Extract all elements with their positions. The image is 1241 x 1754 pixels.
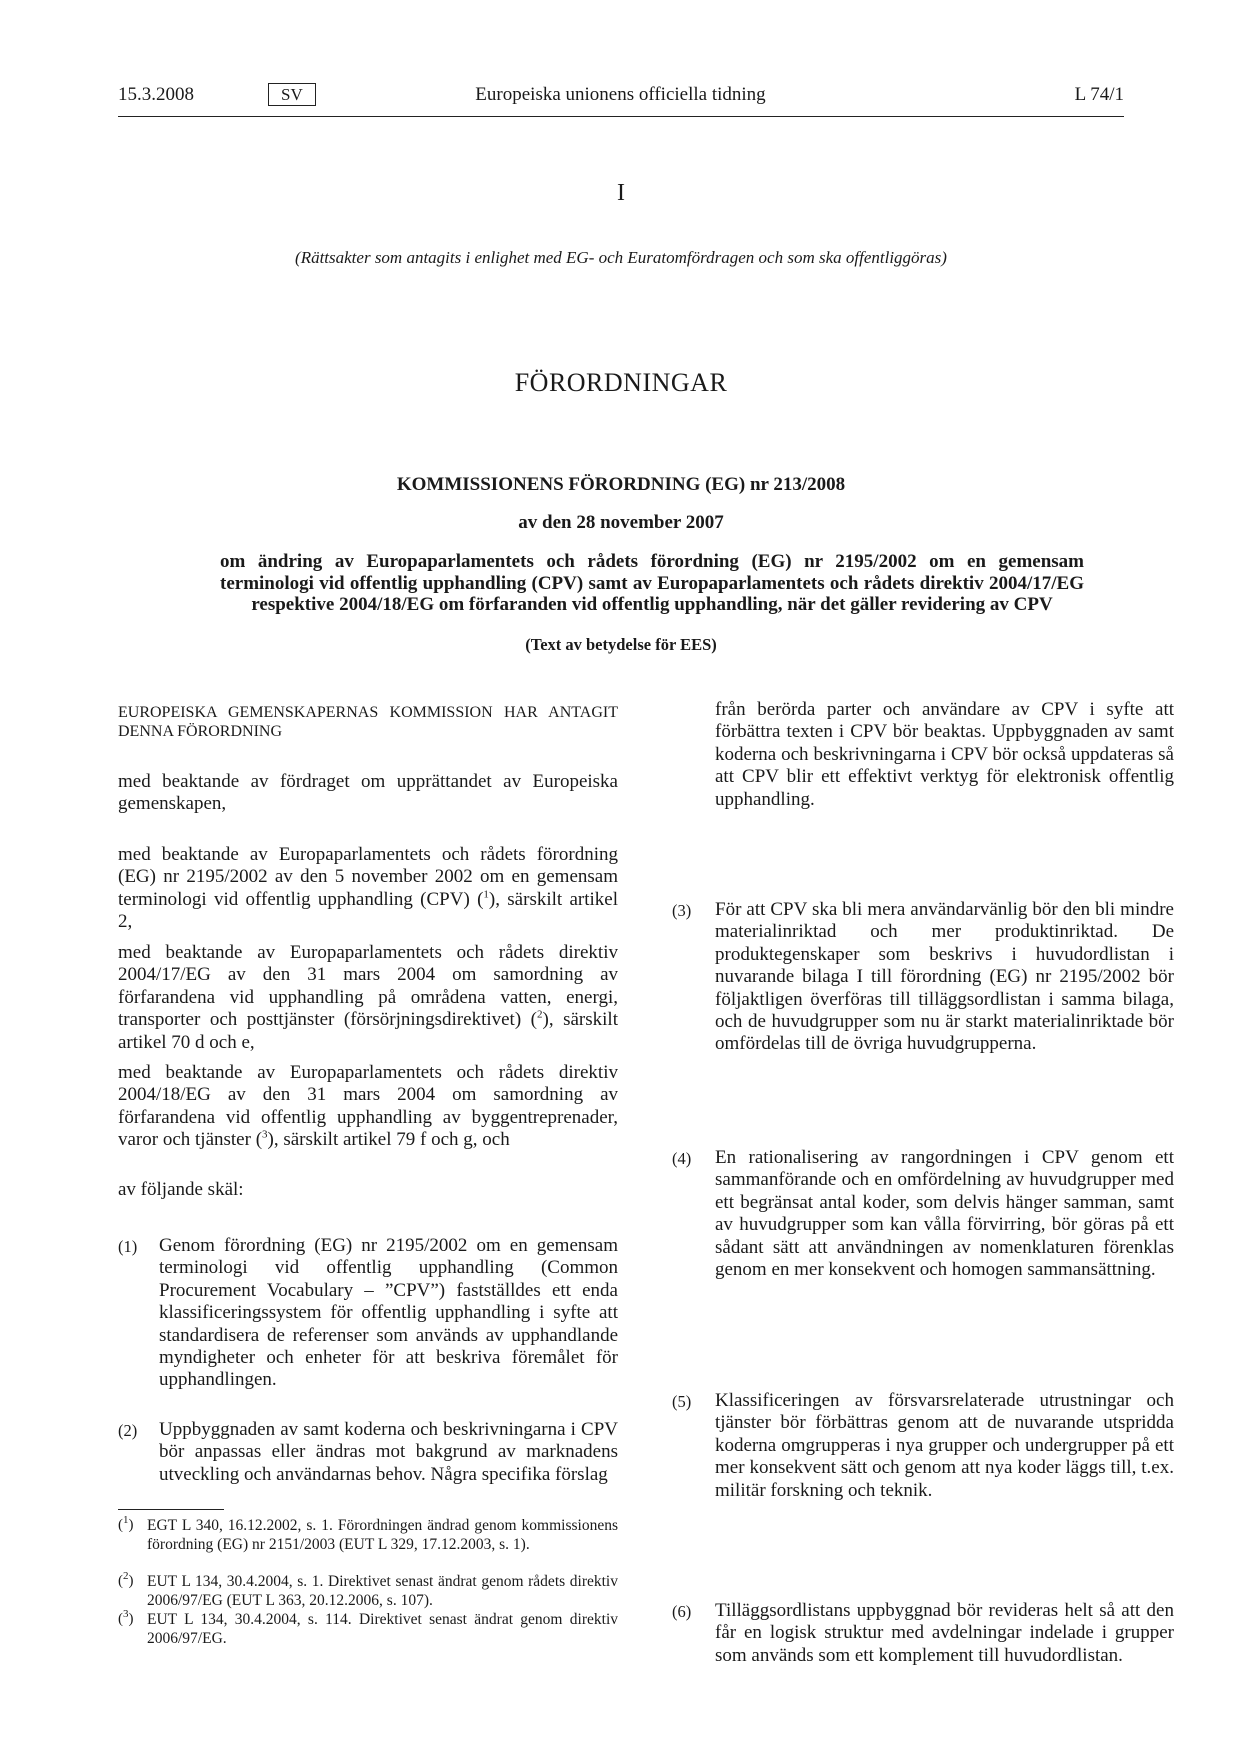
footnote-2: EUT L 134, 30.4.2004, s. 1. Direktivet senast ändrat genom rådets direktiv 2006/97/EG (EUT L 363, 20.12.2006, s. 107). (147, 1573, 618, 1609)
regulation-subject: om ändring av Europaparlamentets och rådets förordning (EG) nr 2195/2002 om en gemensam terminologi vid offentlig upphandling (CPV) samt av Europaparlamentets och rådets direktiv 2004/17/EG respektive 2004/18/EG om förfaranden vid offentlig upphandling, när det gäller revidering av CPV (220, 551, 1084, 615)
recital-6-number: (6) (672, 1602, 692, 1621)
citation-regulation-tail: ), särskilt artikel 2, (118, 888, 618, 933)
part-number: I (617, 180, 625, 206)
footnote-1-sup: 1 (123, 1514, 129, 1526)
citation-regulation (118, 844, 618, 934)
recital-6: Tilläggsordlistans uppbyggnad bör revideras helt så att den får en logisk struktur med avdelningar indelade i grupper som används som ett komplement till huvudordlistan. (715, 1600, 1174, 1666)
language-badge: SV (268, 83, 316, 106)
eea-note: (Text av betydelse för EES) (525, 635, 717, 654)
footnote-ref-1: 1 (483, 888, 489, 901)
footnote-rule (118, 1509, 224, 1510)
footnote-2-sup: 2 (123, 1570, 129, 1582)
recital-2-number: (2) (118, 1421, 138, 1440)
page-reference: L 74/1 (1074, 84, 1124, 105)
recital-5: Klassificeringen av försvarsrelaterade utrustningar och tjänster bör förbättras genom att de nuvarande utspridda koderna omgrupperas i nya grupper och undergrupper på ett mer konsekvent sätt och genom att nya koder läggs till, t.ex. militär forskning och teknik. (715, 1390, 1174, 1501)
part-subtitle: (Rättsakter som antagits i enlighet med EG- och Euratomfördragen och som ska offentliggöras) (295, 248, 947, 267)
recital-5-number: (5) (672, 1392, 692, 1411)
citation-directive-18-tail: ), särskilt artikel 79 f och g, och (267, 1129, 510, 1151)
footnote-2-number: ($^2$) (118, 1570, 134, 1589)
citation-directive-17-text: med beaktande av Europaparlamentets och rådets direktiv 2004/17/EG av den 31 mars 2004 om samordning av förfarandena vid upphandling på områdena vatten, energi, transporter och posttjänster (försörjningsdirektivet) ( (118, 942, 618, 1031)
citation-regulation-text: med beaktande av Europaparlamentets och rådets förordning (EG) nr 2195/2002 av den 5 november 2002 om en gemensam terminologi vid offentlig upphandling (CPV) ( (118, 844, 618, 910)
recital-1: Genom förordning (EG) nr 2195/2002 om en gemensam terminologi vid offentlig upphandling (Common Procurement Vocabulary – ”CPV”) fastställdes ett enda klassificeringssystem för offentlig upphandling i syfte att standardisera de referenser som används av upphandlande myndigheter och enheter för att beskriva föremålet för upphandlingen. (159, 1235, 618, 1391)
footnote-1-number: ($^1$) (118, 1514, 134, 1533)
citation-directive-18 (118, 1062, 618, 1152)
enacting-formula: EUROPEISKA GEMENSKAPERNAS KOMMISSION HAR ANTAGIT DENNA FÖRORDNING (118, 704, 618, 740)
recital-3-number: (3) (672, 901, 692, 920)
regulation-title: KOMMISSIONENS FÖRORDNING (EG) nr 213/2008 (396, 474, 846, 495)
recital-4-number: (4) (672, 1149, 692, 1168)
journal-title: Europeiska unionens officiella tidning (475, 84, 766, 105)
recital-2-continued: från berörda parter och användare av CPV i syfte att förbättra texten i CPV bör beaktas. Uppbyggnaden av samt koderna och beskrivningarna i CPV bör också uppdateras så att CPV blir ett effektivt verktyg för elektronisk offentlig upphandling. (715, 699, 1174, 810)
section-title: FÖRORDNINGAR (514, 368, 728, 397)
recital-4: En rationalisering av rangordningen i CPV genom ett sammanförande och en omfördelning av huvudgrupper med ett begränsat antal koder, som delvis hänger samman, samt av huvudgrupper som kan vålla förvirring, bör göras på ett sådant sätt att användningen av nomenklaturen förenklas genom en mer konsekvent och homogen sammansättning. (715, 1147, 1174, 1281)
recital-2: Uppbyggnaden av samt koderna och beskrivningarna i CPV bör anpassas eller ändras mot bakgrund av marknadens utveckling och användarnas behov. Några specifika förslag (159, 1419, 618, 1485)
recital-3: För att CPV ska bli mera användarvänlig bör den bli mindre materialinriktad och mer produktinriktad. De produktegenskaper som beskrivs i huvudordlistan i nuvarande bilaga I till förordning (EG) nr 2195/2002 bör följaktligen överföras till tilläggsordlistan i samma bilaga, och de huvudgrupper som nu är starkt materialinriktade bör omfördelas till de övriga huvudgrupperna. (715, 899, 1174, 1055)
footnote-3: EUT L 134, 30.4.2004, s. 114. Direktivet senast ändrat genom direktiv 2006/97/EG. (147, 1611, 618, 1647)
header-rule (118, 116, 1124, 117)
footnote-3-sup: 3 (123, 1608, 129, 1620)
whereas-intro: av följande skäl: (118, 1179, 244, 1200)
regulation-date: av den 28 november 2007 (518, 512, 724, 533)
recital-1-number: (1) (118, 1237, 138, 1256)
footnote-ref-2: 2 (537, 1008, 543, 1021)
footnote-1: EGT L 340, 16.12.2002, s. 1. Förordningen ändrad genom kommissionens förordning (EG) nr 2151/2003 (EUT L 329, 17.12.2003, s. 1). (147, 1517, 618, 1553)
citation-treaty: med beaktande av fördraget om upprättandet av Europeiska gemenskapen, (118, 771, 618, 815)
footnote-ref-3: 3 (262, 1128, 268, 1141)
footnote-3-number: ($^3$) (118, 1608, 134, 1627)
citation-directive-18-text: med beaktande av Europaparlamentets och rådets direktiv 2004/18/EG av den 31 mars 2004 om samordning av förfarandena vid offentlig upphandling av byggentreprenader, varor och tjänster ( (118, 1062, 618, 1151)
header-date: 15.3.2008 (118, 84, 194, 105)
citation-directive-17-tail: ), särskilt artikel 70 d och e, (118, 1009, 618, 1053)
citation-directive-17 (118, 942, 618, 1054)
